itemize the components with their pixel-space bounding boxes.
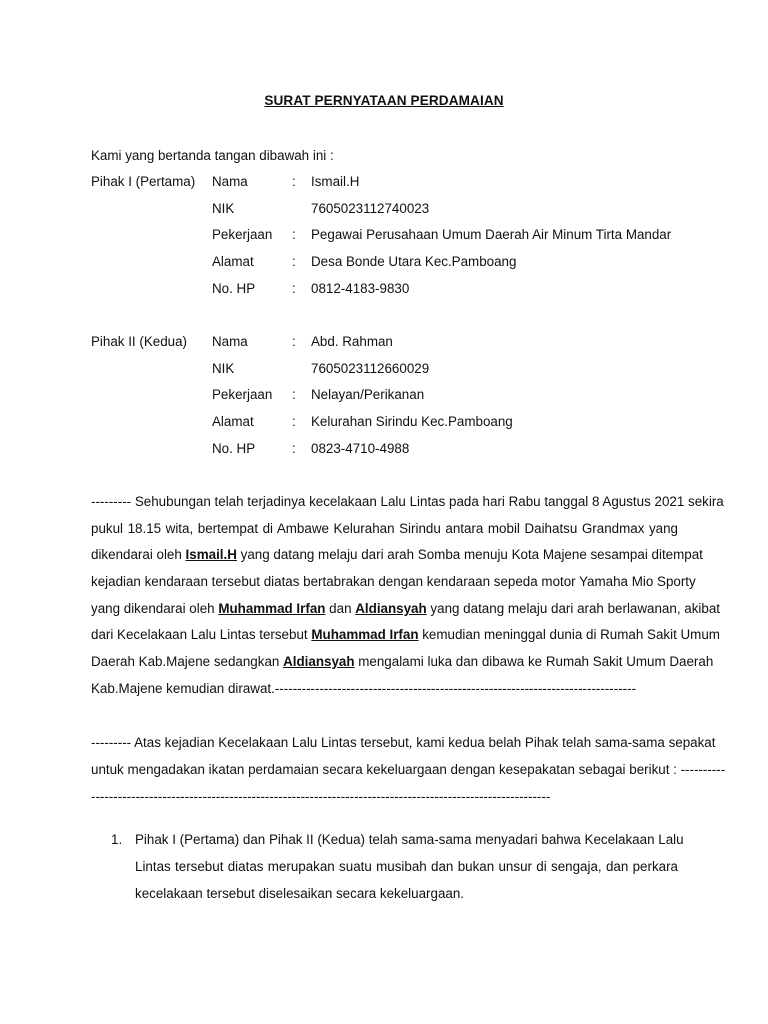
paragraph-line: ------------------------------------------------------------------------------------------------------- — [91, 789, 551, 804]
field-label: NIK — [212, 201, 235, 216]
party-label: Pihak II (Kedua) — [91, 334, 188, 349]
field-value: Pegawai Perusahaan Umum Daerah Air Minum Tirta Mandar — [311, 227, 672, 242]
paragraph-line — [91, 547, 703, 562]
paragraph-line: kejadian kendaraan tersebut diatas bertabrakan dengan kendaraan sepeda motor Yamaha Mio Sporty — [91, 574, 696, 589]
field-value: Kelurahan Sirindu Kec.Pamboang — [311, 414, 513, 429]
field-colon: : — [292, 387, 296, 402]
text-run: dari Kecelakaan Lalu Lintas tersebut — [91, 627, 312, 642]
paragraph-line: --------- Atas kejadian Kecelakaan Lalu Lintas tersebut, kami kedua belah Pihak telah sama-sama sepakat — [91, 735, 716, 750]
victim-name: Aldiansyah — [283, 654, 355, 669]
text-run: yang datang melaju dari arah berlawanan, akibat — [426, 601, 721, 616]
field-colon: : — [292, 441, 296, 456]
field-label: No. HP — [212, 281, 256, 296]
party-label: Pihak I (Pertama) — [91, 174, 196, 189]
paragraph-line: pukul 18.15 wita, bertempat di Ambawe Kelurahan Sirindu antara mobil Daihatsu Grandmax yang — [91, 521, 678, 536]
field-value: 0812-4183-9830 — [311, 281, 410, 296]
list-item-line: Lintas tersebut diatas merupakan suatu musibah dan bukan unsur di sengaja, dan perkara — [135, 859, 678, 874]
victim-name: Muhammad Irfan — [311, 627, 419, 642]
paragraph-line: untuk mengadakan ikatan perdamaian secara kekeluargaan dengan kesepakatan sebagai berikut : ---------- — [91, 762, 726, 777]
field-colon: : — [292, 174, 296, 189]
field-value: Desa Bonde Utara Kec.Pamboang — [311, 254, 517, 269]
text-run: mengalami luka dan dibawa ke Rumah Sakit Umum Daerah — [354, 654, 714, 669]
field-colon: : — [292, 227, 296, 242]
document-title: SURAT PERNYATAAN PERDAMAIAN — [264, 93, 504, 108]
field-label: Pekerjaan — [212, 387, 273, 402]
field-label: No. HP — [212, 441, 256, 456]
text-run: yang dikendarai oleh — [91, 601, 219, 616]
field-value: 7605023112740023 — [311, 201, 430, 216]
victim-name: Muhammad Irfan — [218, 601, 326, 616]
field-colon: : — [292, 414, 296, 429]
text-run: yang datang melaju dari arah Somba menuju Kota Majene sesampai ditempat — [236, 547, 703, 562]
field-label: NIK — [212, 361, 235, 376]
paragraph-line — [91, 654, 714, 669]
field-colon: : — [292, 281, 296, 296]
paragraph-line: --------- Sehubungan telah terjadinya kecelakaan Lalu Lintas pada hari Rabu tanggal 8 Agustus 2021 sekira — [91, 494, 724, 509]
list-item-line: Pihak I (Pertama) dan Pihak II (Kedua) telah sama-sama menyadari bahwa Kecelakaan Lalu — [135, 832, 684, 847]
field-label: Pekerjaan — [212, 227, 273, 242]
field-value: Abd. Rahman — [311, 334, 393, 349]
intro-text: Kami yang bertanda tangan dibawah ini : — [91, 148, 334, 163]
field-colon: : — [292, 254, 296, 269]
field-value: Nelayan/Perikanan — [311, 387, 425, 402]
field-value: Ismail.H — [311, 174, 360, 189]
field-label: Nama — [212, 334, 248, 349]
text-run: Daerah Kab.Majene sedangkan — [91, 654, 284, 669]
list-item-line: kecelakaan tersebut diselesaikan secara kekeluargaan. — [135, 886, 465, 901]
field-value: 7605023112660029 — [311, 361, 430, 376]
victim-name: Aldiansyah — [355, 601, 427, 616]
text-run: dan — [325, 601, 356, 616]
field-label: Nama — [212, 174, 248, 189]
paragraph-line: Kab.Majene kemudian dirawat.--------------------------------------------------------------------------------- — [91, 681, 637, 696]
field-label: Alamat — [212, 414, 254, 429]
party-one-name: Ismail.H — [185, 547, 237, 562]
field-colon: : — [292, 334, 296, 349]
field-value: 0823-4710-4988 — [311, 441, 410, 456]
list-number: 1. — [111, 832, 123, 847]
paragraph-line — [91, 627, 720, 642]
text-run: dikendarai oleh — [91, 547, 186, 562]
text-run: kemudian meninggal dunia di Rumah Sakit Umum — [418, 627, 720, 642]
field-label: Alamat — [212, 254, 254, 269]
paragraph-line — [91, 601, 721, 616]
